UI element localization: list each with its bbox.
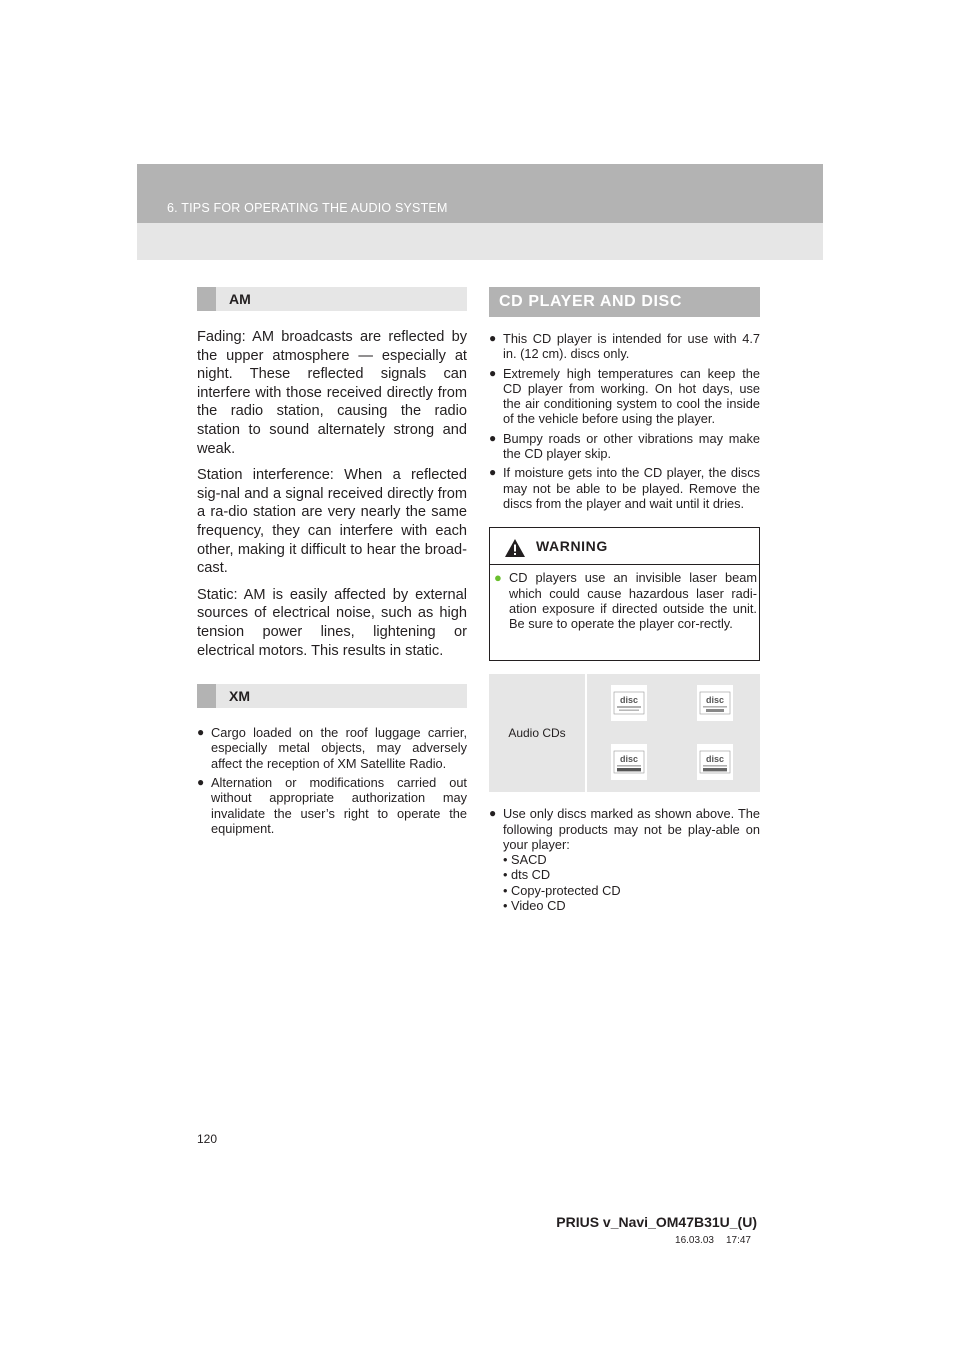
am-fading-paragraph: Fading: AM broadcasts are reflected by the upper atmosphere — especially at night. These reflected signals can interfere with those received directly from the radio station, causing the radio station to sound alternately strong and weak.: [197, 329, 467, 457]
svg-text:disc: disc: [619, 695, 639, 706]
bullet-circle-icon: ●: [489, 430, 497, 445]
warning-triangle-icon: [504, 538, 526, 558]
bullet-circle-icon: ●: [489, 331, 497, 345]
cd-note-text: Use only discs marked as shown above. The following products may not be play-able on your player:: [503, 806, 760, 852]
am-interference-paragraph: Station interference: When a reflected sig-nal and a signal received directly from a ra-dio station are very nearly the same frequency, they can interfere with each other, making it difficult to hear the broad-cast.: [197, 467, 467, 577]
cd-disc-logo-icon: [611, 744, 647, 780]
list-item: ● Extremely high temperatures can keep the CD player from working. On hot days, use the air conditioning system to cool the inside of the vehicle before using the player.: [489, 365, 760, 427]
cd-heading-text: CD PLAYER AND DISC: [499, 293, 682, 310]
unsupported-item: • dts CD: [503, 867, 551, 883]
right-column: [489, 287, 760, 917]
header-band: [137, 164, 823, 260]
heading-square-icon: [197, 684, 216, 708]
table-divider: [585, 674, 587, 792]
unsupported-item: • SACD: [503, 852, 547, 868]
am-static-paragraph: Static: AM is easily affected by external sources of electrical noise, such as high tension power lines, lightening or electrical motors. This results in static.: [197, 586, 467, 659]
warning-box: [489, 527, 760, 661]
document-code: PRIUS v_Navi_OM47B31U_(U): [556, 1214, 757, 1230]
warning-bullet-icon: ●: [494, 570, 502, 586]
list-item: ● This CD player is intended for use with 4.7 in. (12 cm). discs only.: [489, 331, 760, 362]
warning-title-row: [490, 536, 759, 560]
audio-cd-table: [489, 674, 760, 792]
list-item: [489, 806, 760, 913]
bullet-circle-icon: ●: [197, 774, 205, 789]
cd-disc-logo-icon: [611, 685, 647, 721]
bullet-circle-icon: ●: [489, 806, 497, 821]
cd-note-list: [489, 806, 760, 913]
cd-heading: [489, 287, 760, 317]
date-text: 16.03.03: [675, 1235, 714, 1246]
list-item: ● Cargo loaded on the roof luggage carrier, especially metal objects, may adversely affect the reception of XM Satellite Radio.: [197, 725, 467, 771]
cd-disc-logo-icon: [697, 744, 733, 780]
list-item: ● Bumpy roads or other vibrations may make the CD player skip.: [489, 430, 760, 462]
am-heading: [197, 287, 467, 311]
warning-divider: [490, 564, 759, 565]
warning-title: WARNING: [536, 538, 608, 555]
xm-heading-text: XM: [229, 688, 250, 705]
unsupported-item: • Copy-protected CD: [503, 882, 621, 898]
cd-disc-logo-icon: [697, 685, 733, 721]
time-text: 17:47: [725, 1235, 751, 1246]
bullet-circle-icon: ●: [489, 465, 497, 480]
svg-text:disc: disc: [619, 754, 639, 765]
warning-item: ● CD players use an invisible laser beam which could cause hazardous laser radi-ation exposure if directed outside the unit. Be sure to operate the player cor-rectly.: [494, 570, 757, 632]
am-heading-text: AM: [229, 291, 251, 307]
heading-square-icon: [197, 287, 216, 311]
xm-bullet-list: [197, 725, 467, 836]
svg-text:disc: disc: [705, 695, 725, 706]
unsupported-item: • Video CD: [503, 898, 566, 914]
cd-bullet-list: [489, 331, 760, 511]
audio-cd-label: Audio CDs: [508, 726, 566, 741]
timestamp: [675, 1235, 751, 1246]
left-column: [197, 287, 467, 840]
bullet-circle-icon: ●: [197, 725, 205, 740]
page-number: 120: [197, 1132, 218, 1146]
xm-heading: [197, 684, 467, 708]
list-item: ● Alternation or modifications carried out without appropriate authorization may invalidate the user’s right to operate the equipment.: [197, 774, 467, 836]
chapter-title: 6. TIPS FOR OPERATING THE AUDIO SYSTEM: [167, 201, 448, 215]
header-bar: [137, 164, 823, 223]
list-item: ● If moisture gets into the CD player, the discs may not be able to be played. Remove the discs from the player and wait until it dries.: [489, 465, 760, 511]
svg-text:disc: disc: [705, 754, 725, 765]
bullet-circle-icon: ●: [489, 365, 497, 380]
